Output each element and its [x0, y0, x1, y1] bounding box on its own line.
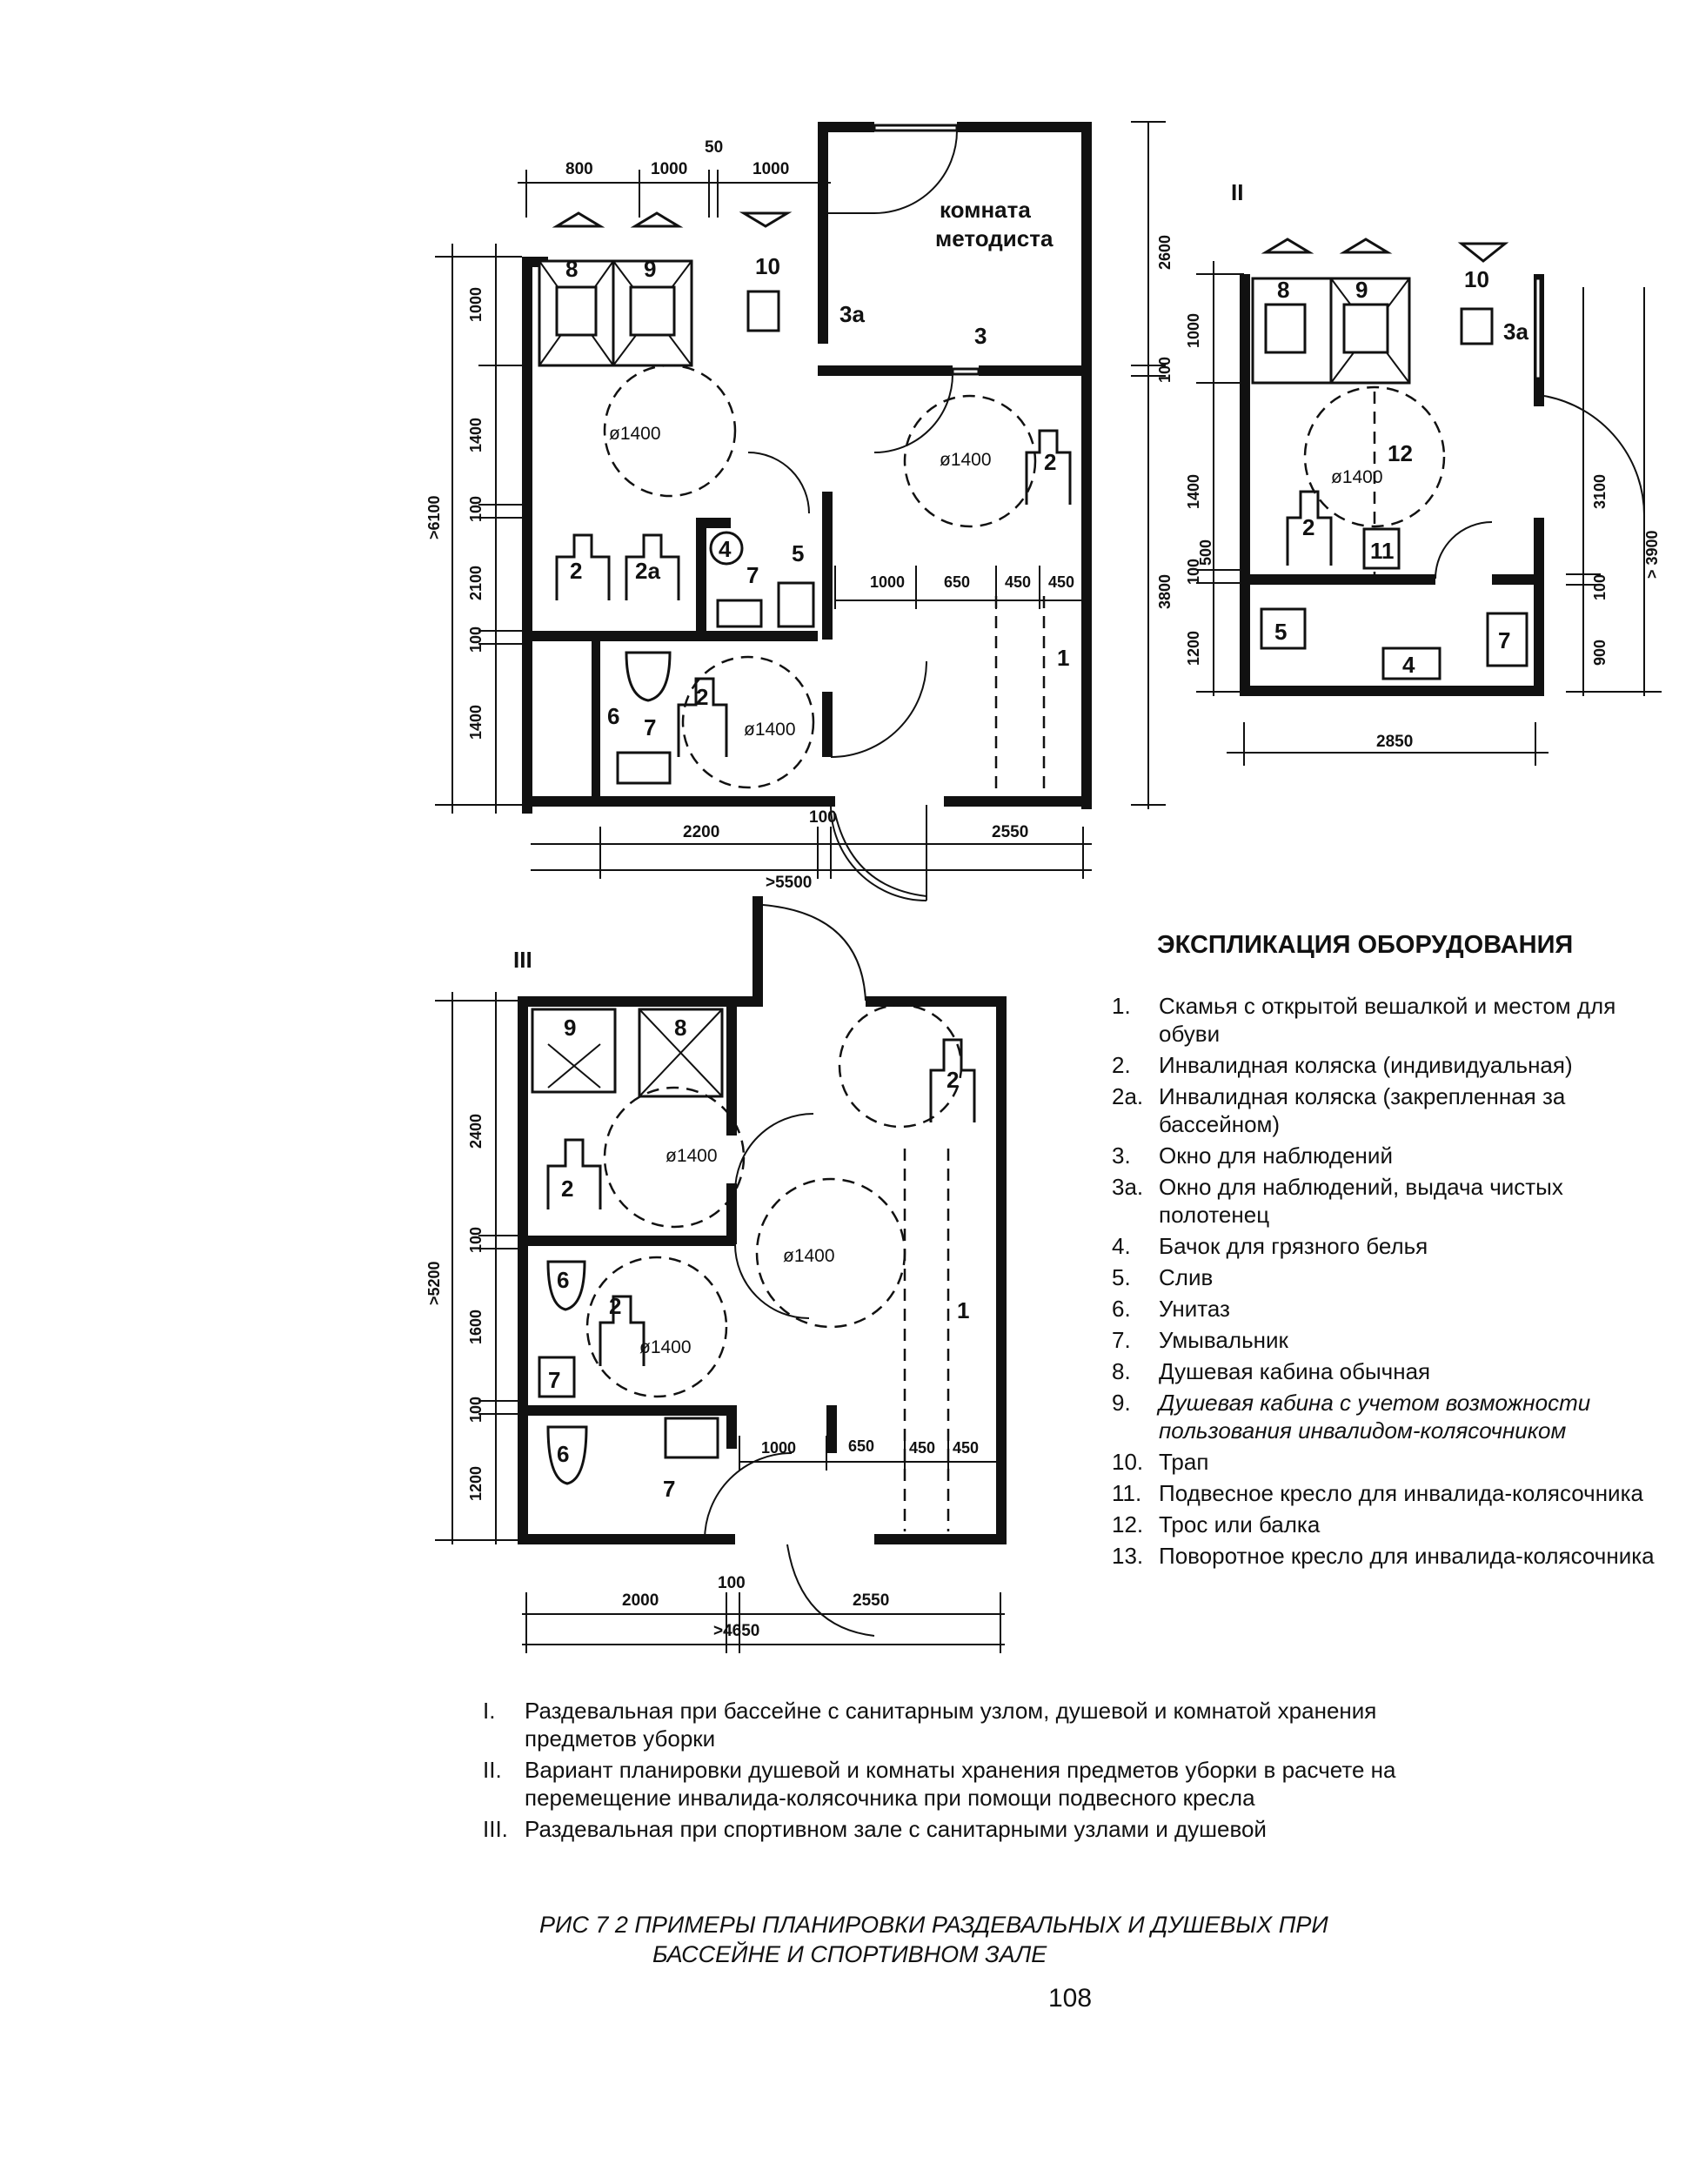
p3-dim-left-4: 100 — [467, 1396, 485, 1423]
legend-item-number: 6. — [1112, 1296, 1131, 1322]
item-1: 1 — [1057, 645, 1070, 671]
dim-top-4: 1000 — [753, 160, 790, 178]
legend-item-text: Окно для наблюдений — [1159, 1142, 1393, 1169]
legend-item-number: 3а. — [1112, 1174, 1144, 1200]
p3-circle-3-label: ø1400 — [639, 1337, 692, 1357]
legend-item-text: Инвалидная коляска (индивидуальная) — [1159, 1052, 1573, 1078]
p2-circle-label: ø1400 — [1331, 467, 1383, 487]
note-text: Раздевальная при спортивном зале с санитарными узлами и душевой — [525, 1816, 1267, 1842]
p2-dim-left-4: 500 — [1197, 539, 1214, 566]
legend-item-text: Слив — [1159, 1264, 1214, 1290]
legend-item — [1112, 1448, 1669, 1476]
legend-title: ЭКСПЛИКАЦИЯ ОБОРУДОВАНИЯ — [1157, 931, 1574, 959]
dim-top-3: 50 — [705, 138, 724, 157]
dim-right-1: 2600 — [1156, 234, 1174, 270]
p2-item-3a: 3a — [1503, 318, 1528, 345]
circle-1-label: ø1400 — [609, 424, 661, 444]
dim-right-3: 3800 — [1156, 573, 1174, 609]
legend-item-text: Окно для наблюдений, выдача чистых полотенец — [1159, 1174, 1563, 1228]
legend-item-text: Бачок для грязного белья — [1159, 1233, 1428, 1259]
circle-2-label: ø1400 — [940, 450, 992, 470]
p2-dim-right-3: 900 — [1591, 639, 1609, 666]
note-number: III. — [483, 1816, 508, 1842]
note-item — [483, 1697, 1457, 1752]
p2-item-8: 8 — [1277, 277, 1290, 303]
plan-2-roman: II — [1231, 179, 1244, 205]
legend-item-text: Трос или балка — [1159, 1511, 1321, 1538]
p3-dim-left-3: 1600 — [467, 1309, 485, 1344]
dim-bottom-2: 100 — [809, 808, 837, 827]
p2-dim-right-total: > 3900 — [1643, 530, 1661, 579]
p2-item-5: 5 — [1274, 619, 1288, 645]
dim-inner-3: 450 — [1005, 573, 1032, 591]
dim-bottom-3: 2550 — [992, 823, 1029, 841]
item-4: 4 — [719, 536, 732, 562]
circle-3-label: ø1400 — [744, 720, 796, 740]
item-10: 10 — [755, 253, 780, 279]
item-3a: 3a — [839, 301, 865, 327]
p3-item-9: 9 — [564, 1015, 577, 1041]
legend-item — [1112, 1051, 1669, 1079]
legend-item-text: Душевая кабина обычная — [1159, 1358, 1431, 1384]
dim-top-1: 800 — [565, 160, 593, 178]
dim-inner-1: 1000 — [870, 573, 906, 591]
legend-item — [1112, 1542, 1669, 1570]
legend-item-number: 9. — [1112, 1390, 1131, 1416]
dim-right-2: 100 — [1156, 356, 1174, 383]
note-number: I. — [483, 1698, 496, 1724]
note-item — [483, 1815, 1457, 1843]
legend-item-number: 5. — [1112, 1264, 1131, 1290]
p2-item-2: 2 — [1302, 514, 1315, 540]
dim-left-6: 1400 — [467, 704, 485, 740]
p2-item-4: 4 — [1402, 652, 1415, 678]
p3-dim-bottom-1: 2000 — [622, 1591, 659, 1610]
legend-item — [1112, 1082, 1669, 1138]
p3-dim-inner-3: 450 — [909, 1439, 936, 1457]
plan-3-roman: III — [513, 947, 532, 973]
dim-bottom-1: 2200 — [683, 823, 720, 841]
p3-dim-inner-1: 1000 — [761, 1439, 797, 1457]
dim-left-3: 100 — [467, 495, 485, 522]
p2-item-9: 9 — [1355, 277, 1368, 303]
legend-item-number: 7. — [1112, 1327, 1131, 1353]
p3-circle-1-label: ø1400 — [666, 1146, 718, 1166]
dim-bottom-total: >5500 — [766, 874, 813, 892]
note-text: Вариант планировки душевой и комнаты хранения предметов уборки в расчете на перемещение инвалида-колясочника при помощи подвесного кресла — [525, 1757, 1396, 1811]
plan-1 — [425, 122, 1174, 901]
dim-inner-2: 650 — [944, 573, 971, 591]
p2-dim-left-5: 1200 — [1185, 630, 1202, 666]
p2-dim-bottom: 2850 — [1376, 733, 1414, 751]
p3-item-2-c: 2 — [609, 1293, 622, 1319]
legend-item — [1112, 1511, 1669, 1538]
plan-3 — [425, 896, 1007, 1653]
legend-item-number: 1. — [1112, 993, 1131, 1019]
legend-item-number: 12. — [1112, 1511, 1144, 1538]
item-3: 3 — [974, 323, 987, 349]
p2-item-12: 12 — [1388, 440, 1413, 466]
p2-dim-left-1: 1000 — [1185, 312, 1202, 348]
legend-item — [1112, 1326, 1669, 1354]
item-2-a: 2 — [570, 558, 583, 584]
p2-item-7: 7 — [1498, 627, 1511, 653]
p2-dim-right-2: 100 — [1591, 573, 1609, 600]
p3-dim-inner-2: 650 — [848, 1437, 875, 1455]
p3-dim-bottom-3: 2550 — [853, 1591, 890, 1610]
legend-item — [1112, 1142, 1669, 1169]
item-2a: 2a — [635, 558, 660, 584]
legend-item-text: Умывальник — [1159, 1327, 1288, 1353]
legend-item — [1112, 1357, 1669, 1385]
legend-item-number: 3. — [1112, 1142, 1131, 1169]
legend-item-number: 13. — [1112, 1543, 1144, 1569]
p3-item-8: 8 — [674, 1015, 687, 1041]
legend-item-text: Подвесное кресло для инвалида-колясочника — [1159, 1480, 1643, 1506]
item-2-c: 2 — [696, 684, 709, 710]
item-2-b: 2 — [1044, 449, 1057, 475]
legend-item — [1112, 1263, 1669, 1291]
item-7-a: 7 — [746, 562, 759, 588]
p3-dim-inner-4: 450 — [953, 1439, 980, 1457]
legend-item-text: Трап — [1159, 1449, 1209, 1475]
p2-item-10: 10 — [1464, 266, 1489, 292]
legend-list — [1112, 992, 1669, 1573]
dim-inner-4: 450 — [1048, 573, 1075, 591]
dim-left-5: 100 — [467, 626, 485, 653]
dim-left-4: 2100 — [467, 565, 485, 600]
p3-dim-left-2: 100 — [467, 1226, 485, 1253]
legend-item — [1112, 1232, 1669, 1260]
p3-item-6-b: 6 — [557, 1441, 570, 1467]
legend-item-number: 10. — [1112, 1449, 1144, 1475]
dim-left-total: >6100 — [425, 495, 443, 539]
dim-left-1: 1000 — [467, 286, 485, 322]
p2-dim-left-3: 100 — [1185, 558, 1202, 585]
p3-dim-bottom-total: >4650 — [713, 1622, 760, 1640]
note-item — [483, 1756, 1457, 1812]
legend-item-number: 4. — [1112, 1233, 1131, 1259]
legend-item — [1112, 992, 1669, 1048]
item-7-b: 7 — [644, 714, 657, 740]
item-6: 6 — [607, 703, 620, 729]
p3-item-2-b: 2 — [561, 1176, 574, 1202]
p2-dim-right-1: 3100 — [1591, 473, 1609, 509]
legend-item — [1112, 1479, 1669, 1507]
p2-dim-left-2: 1400 — [1185, 473, 1202, 509]
legend-item-number: 2. — [1112, 1052, 1131, 1078]
legend-item-text: Инвалидная коляска (закрепленная за бассейном) — [1159, 1083, 1566, 1137]
notes-list — [483, 1697, 1457, 1846]
p3-dim-left-1: 2400 — [467, 1113, 485, 1149]
p3-item-6-a: 6 — [557, 1267, 570, 1293]
legend-item-number: 8. — [1112, 1358, 1131, 1384]
caption-line-2: БАССЕЙНЕ И СПОРТИВНОМ ЗАЛЕ — [652, 1941, 1047, 1967]
legend-item-text: Унитаз — [1159, 1296, 1230, 1322]
p3-dim-left-total: >5200 — [425, 1261, 443, 1305]
p3-dim-bottom-2: 100 — [718, 1574, 746, 1592]
p3-item-7-b: 7 — [663, 1476, 676, 1502]
figure-caption — [539, 1910, 1496, 1969]
room-label-1: комната — [940, 197, 1031, 223]
note-text: Раздевальная при бассейне с санитарным узлом, душевой и комнатой хранения предметов уборки — [525, 1698, 1377, 1752]
item-5: 5 — [792, 540, 805, 566]
dim-left-2: 1400 — [467, 417, 485, 452]
legend-item-text: Душевая кабина с учетом возможности пользования инвалидом-колясочником — [1159, 1390, 1591, 1444]
p3-item-1: 1 — [957, 1297, 970, 1323]
p2-item-11: 11 — [1370, 538, 1395, 564]
p3-dim-left-5: 1200 — [467, 1465, 485, 1501]
item-9: 9 — [644, 256, 657, 282]
caption-line-1: РИС 7 2 ПРИМЕРЫ ПЛАНИРОВКИ РАЗДЕВАЛЬНЫХ И ДУШЕВЫХ ПРИ — [539, 1912, 1328, 1938]
p3-circle-2-label: ø1400 — [783, 1246, 835, 1266]
note-number: II. — [483, 1757, 502, 1783]
legend-item — [1112, 1389, 1669, 1444]
legend-item-number: 2а. — [1112, 1083, 1144, 1109]
item-8: 8 — [565, 256, 579, 282]
room-label-2: методиста — [935, 225, 1054, 251]
legend-item — [1112, 1173, 1669, 1229]
legend-item — [1112, 1295, 1669, 1323]
p3-item-2-a: 2 — [946, 1067, 960, 1093]
plan-2 — [1185, 179, 1662, 766]
legend-item-text: Скамья с открытой вешалкой и местом для обуви — [1159, 993, 1616, 1047]
page-number: 108 — [1048, 1984, 1093, 2013]
dim-top-2: 1000 — [651, 160, 688, 178]
p3-item-7-a: 7 — [548, 1367, 561, 1393]
legend-item-number: 11. — [1112, 1480, 1142, 1506]
legend-item-text: Поворотное кресло для инвалида-колясочника — [1159, 1543, 1655, 1569]
